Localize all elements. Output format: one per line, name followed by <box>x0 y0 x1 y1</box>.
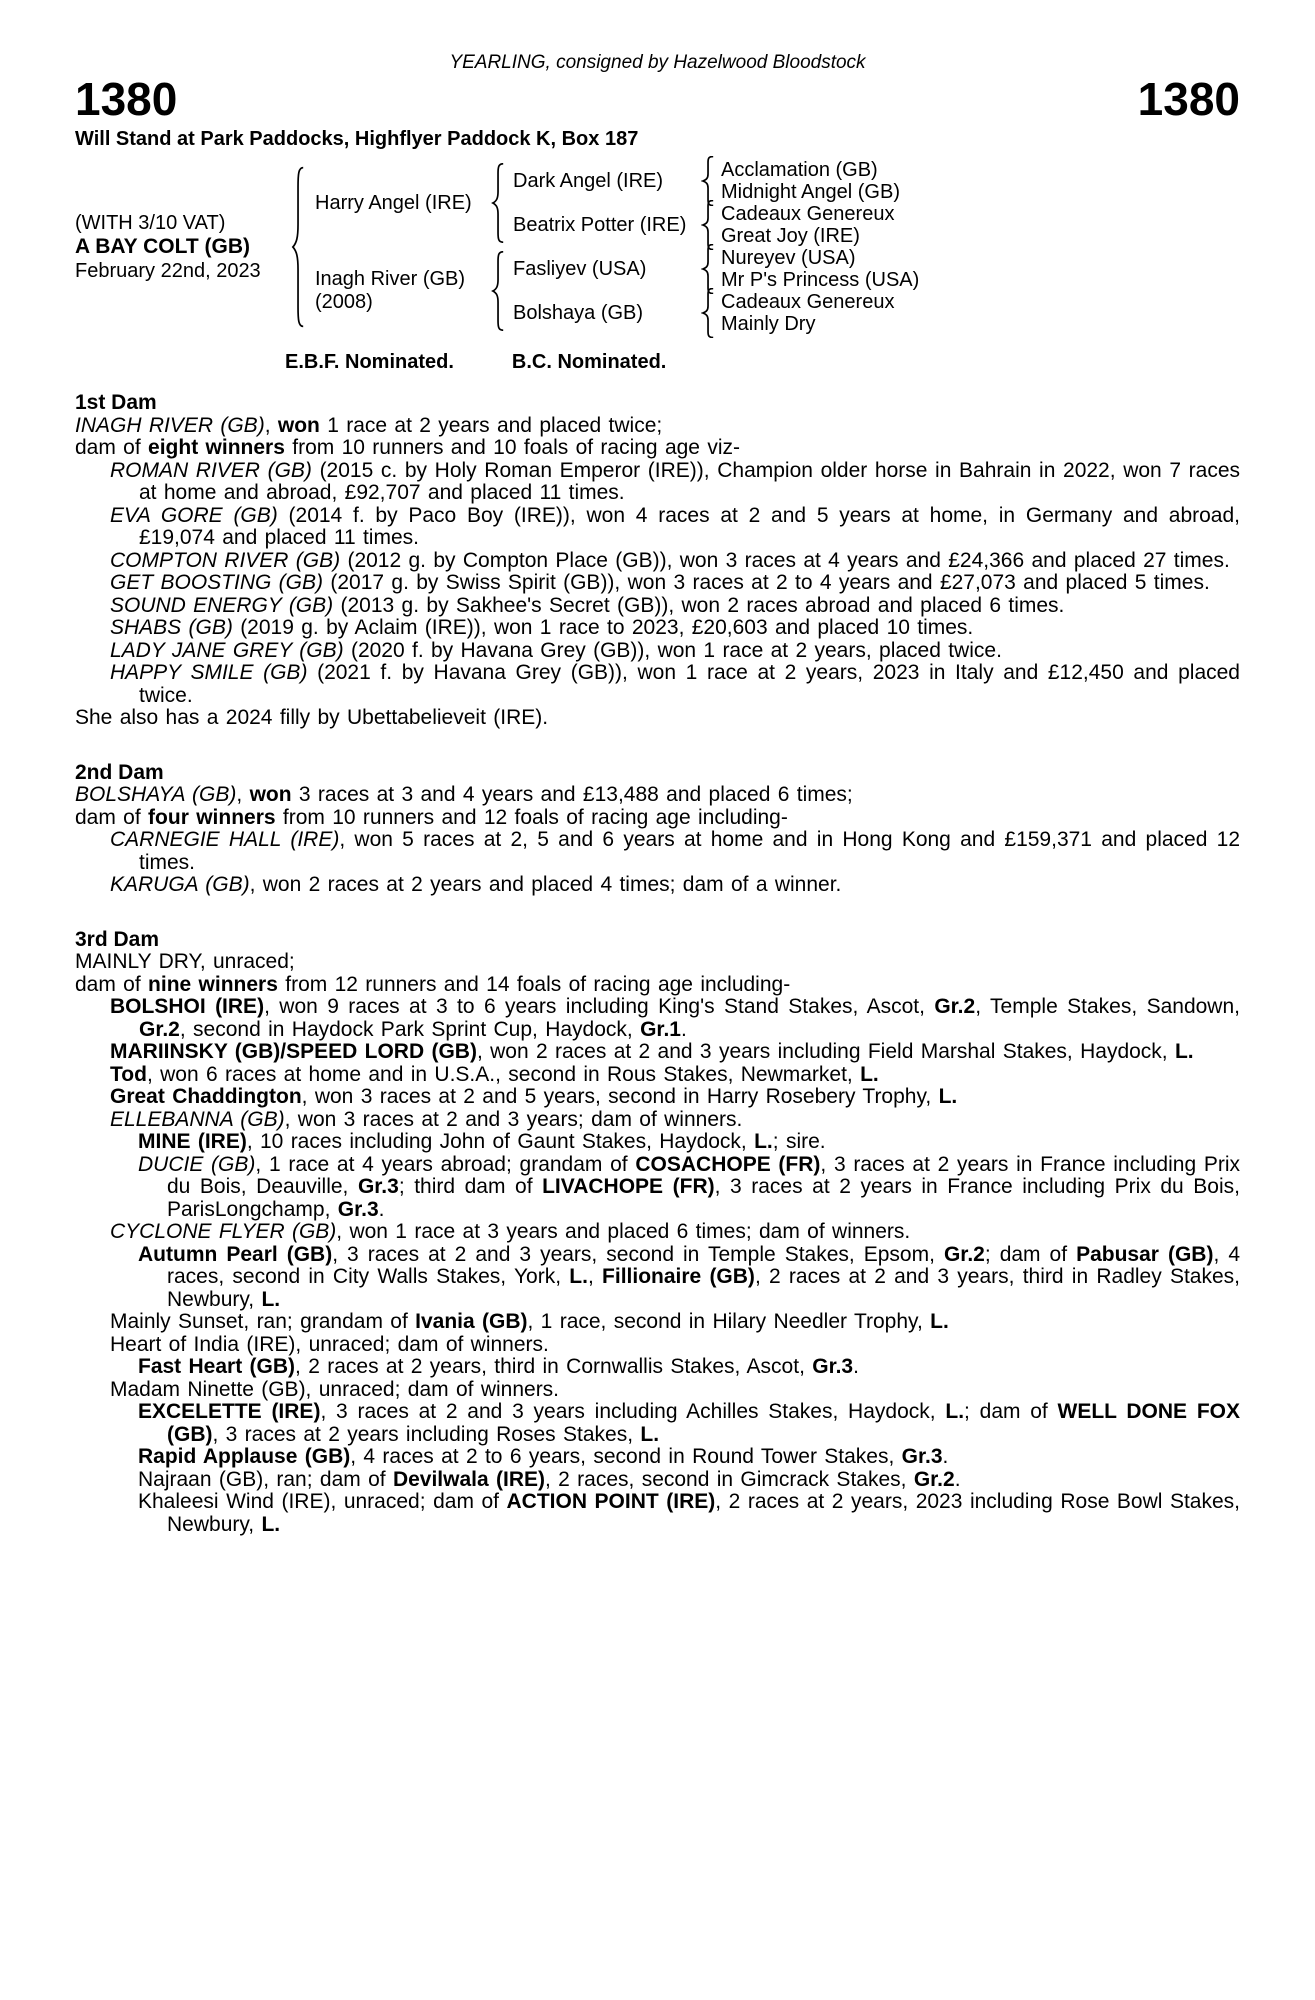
text-run: ; third dam of <box>398 1175 543 1198</box>
text-run: , won 5 races at 2, 5 and 6 years at home and in Hong Kong and £159,371 and placed 12 times. <box>139 828 1240 874</box>
text-run: , won 2 races at 2 years and placed 4 times; dam of a winner. <box>249 873 842 896</box>
catalogue-paragraph <box>75 617 1240 640</box>
text-run: Gr.2 <box>139 1017 180 1041</box>
text-run: , 3 races at 2 years including Roses Stakes, <box>212 1422 641 1446</box>
text-run: , 3 races at 2 and 3 years including Achilles Stakes, Haydock, <box>320 1400 946 1423</box>
text-run: Autumn Pearl (GB) <box>138 1242 333 1266</box>
catalogue-paragraph <box>75 1356 1240 1379</box>
dam-dam-name: Bolshaya (GB) <box>513 302 644 324</box>
text-run: from 10 runners and 10 foals of racing age viz- <box>284 436 740 459</box>
catalogue-paragraph <box>75 1401 1240 1446</box>
text-run: , 4 races at 2 to 6 years, second in Round Tower Stakes, <box>350 1445 902 1468</box>
text-run: KARUGA (GB) <box>110 873 250 896</box>
catalogue-paragraph <box>75 974 1240 997</box>
text-run: , won 9 races at 3 to 6 years including King's Stand Stakes, Ascot, <box>264 995 935 1018</box>
text-run: , 2 races at 2 years, third in Cornwallis Stakes, Ascot, <box>295 1355 813 1378</box>
text-run: Madam Ninette (GB), unraced; dam of winners. <box>110 1377 560 1401</box>
catalogue-paragraph <box>75 1154 1240 1222</box>
text-run: Najraan (GB), ran; dam of <box>138 1467 393 1491</box>
catalogue-paragraph <box>75 1041 1240 1064</box>
text-run: , <box>236 783 250 806</box>
dam-year: (2008) <box>315 291 373 313</box>
sire-sire-dam-name: Midnight Angel (GB) <box>721 181 900 203</box>
text-run: Gr.3 <box>901 1445 943 1468</box>
text-run: Great Chaddington <box>110 1085 302 1108</box>
text-run: eight winners <box>148 436 285 459</box>
text-run: SHABS (GB) <box>110 616 233 639</box>
text-run: Ivania (GB) <box>415 1310 528 1333</box>
text-run: EXCELETTE (IRE) <box>138 1400 321 1423</box>
text-run: ACTION POINT (IRE) <box>506 1490 716 1513</box>
dam-heading: 3rd Dam <box>75 927 160 951</box>
catalogue-paragraph <box>75 784 1240 807</box>
text-run: , won 2 races at 2 and 3 years including Field Marshal Stakes, Haydock, <box>476 1040 1175 1063</box>
text-run: ROMAN RIVER (GB) <box>110 458 312 482</box>
catalogue-paragraph <box>75 1244 1240 1312</box>
dam-name: Inagh River (GB) <box>315 268 466 290</box>
text-run: MAINLY DRY, unraced; <box>75 950 295 973</box>
text-run: , 4 races, second in City Walls Stakes, York, <box>167 1242 1240 1288</box>
ebf-nominated-label: E.B.F. Nominated. <box>285 351 454 373</box>
catalogue-paragraph <box>75 1311 1240 1334</box>
text-run: Fillionaire (GB) <box>602 1265 755 1288</box>
text-run: L. <box>938 1085 958 1108</box>
lot-number-right: 1380 <box>1137 73 1240 125</box>
text-run: (2021 f. by Havana Grey (GB)), won 1 race at 2 years, 2023 in Italy and £12,450 and placed twice. <box>139 661 1240 707</box>
dam-sire-name: Fasliyev (USA) <box>513 258 647 280</box>
bc-nominated-label: B.C. Nominated. <box>511 351 667 373</box>
text-run: , 1 race, second in Hilary Needler Trophy, <box>527 1310 931 1333</box>
text-run: L. <box>754 1130 773 1153</box>
catalogue-paragraph <box>75 1334 1240 1357</box>
text-run: HAPPY SMILE (GB) <box>110 661 308 684</box>
text-run: Gr.2 <box>913 1467 955 1491</box>
catalogue-paragraph <box>75 874 1240 897</box>
catalogue-paragraph <box>75 707 1240 730</box>
sire-sire-name: Dark Angel (IRE) <box>513 170 664 192</box>
catalogue-paragraph <box>75 640 1240 663</box>
sire-dam-name: Beatrix Potter (IRE) <box>513 214 687 236</box>
text-run: (2017 g. by Swiss Spirit (GB)), won 3 races at 2 to 4 years and £27,073 and placed 5 times. <box>323 571 1210 594</box>
text-run: from 12 runners and 14 foals of racing age including- <box>277 972 791 996</box>
text-run: Devilwala (IRE) <box>392 1467 545 1491</box>
dam-sections <box>75 392 1240 1536</box>
catalogue-paragraph <box>75 595 1240 618</box>
text-run: Mainly Sunset, ran; grandam of <box>110 1310 416 1333</box>
catalogue-paragraph <box>75 415 1240 438</box>
text-run: won <box>249 783 292 806</box>
sire-dam-dam-name: Great Joy (IRE) <box>721 225 860 247</box>
catalogue-paragraph <box>75 1379 1240 1402</box>
dam-block <box>315 247 483 335</box>
text-run: (2019 g. by Aclaim (IRE)), won 1 race to 2023, £20,603 and placed 10 times. <box>232 616 974 639</box>
text-run: Gr.2 <box>934 995 976 1018</box>
text-run: GET BOOSTING (GB) <box>110 571 324 594</box>
catalogue-paragraph <box>75 1064 1240 1087</box>
catalogue-paragraph <box>75 550 1240 573</box>
text-run: , Temple Stakes, Sandown, <box>975 995 1240 1018</box>
dam-sire-dam-name: Mr P's Princess (USA) <box>721 269 920 291</box>
text-run: , 3 races at 2 and 3 years, second in Temple Stakes, Epsom, <box>332 1242 944 1266</box>
text-run: , <box>264 413 278 437</box>
text-run: Rapid Applause (GB) <box>138 1445 351 1468</box>
catalogue-paragraph <box>75 572 1240 595</box>
text-run: EVA GORE (GB) <box>110 503 278 527</box>
text-run: WELL DONE FOX (GB) <box>167 1400 1240 1446</box>
text-run: MINE (IRE) <box>138 1130 247 1153</box>
text-run: won <box>277 413 320 437</box>
text-run: 3 races at 3 and 4 years and £13,488 and placed 6 times; <box>291 783 853 806</box>
text-run: ; sire. <box>772 1130 826 1153</box>
text-run: , 2 races at 2 and 3 years, third in Radley Stakes, Newbury, <box>167 1265 1240 1311</box>
pedigree-brace-icon <box>701 200 716 250</box>
pedigree-table <box>75 159 1240 335</box>
text-run: L. <box>860 1062 879 1086</box>
text-run: BOLSHOI (IRE) <box>110 995 265 1018</box>
lot-number-left: 1380 <box>75 73 178 125</box>
text-run: Gr.3 <box>337 1197 379 1221</box>
text-run: ELLEBANNA (GB) <box>110 1107 285 1131</box>
text-run: (2014 f. by Paco Boy (IRE)), won 4 races at 2 and 5 years at home, in Germany and abroad, £19,074 and placed 11 times. <box>139 503 1240 549</box>
text-run: Tod <box>110 1062 147 1086</box>
catalogue-paragraph <box>75 460 1240 505</box>
lot-number-row <box>75 73 1240 125</box>
text-run: INAGH RIVER (GB) <box>75 413 265 437</box>
catalogue-paragraph <box>75 1086 1240 1109</box>
pedigree-brace-icon <box>701 288 716 338</box>
subject-block <box>75 159 281 335</box>
text-run: BOLSHAYA (GB) <box>75 783 237 806</box>
text-run: (2020 f. by Havana Grey (GB)), won 1 race at 2 years, placed twice. <box>343 638 1002 662</box>
text-run: nine winners <box>148 972 278 996</box>
dam-dam-dam-name: Mainly Dry <box>721 313 816 335</box>
consignment-title: YEARLING, consigned by Hazelwood Bloodstock <box>449 52 866 73</box>
text-run: ; dam of <box>964 1400 1058 1423</box>
catalogue-paragraph <box>75 1109 1240 1132</box>
text-run: , 2 races at 2 years, 2023 including Rose Bowl Stakes, Newbury, <box>167 1490 1241 1536</box>
catalogue-paragraph <box>75 996 1240 1041</box>
text-run: DUCIE (GB) <box>138 1152 256 1176</box>
text-run: Gr.3 <box>357 1175 399 1198</box>
subject-name: A BAY COLT (GB) <box>75 235 251 258</box>
text-run: (2015 c. by Holy Roman Emperor (IRE)), Champion older horse in Bahrain in 2022, won 7 races at home and abroad, £92,707 and placed 11 times. <box>139 458 1241 504</box>
text-run: , 1 race at 4 years abroad; grandam of <box>255 1152 636 1176</box>
dam-dam-sire-name: Cadeaux Genereux <box>721 291 895 313</box>
sire-sire-sire-name: Acclamation (GB) <box>721 159 878 181</box>
text-run: . <box>942 1445 949 1468</box>
stand-location: Will Stand at Park Paddocks, Highflyer Paddock K, Box 187 <box>75 128 639 150</box>
catalogue-paragraph <box>75 1221 1240 1244</box>
catalogue-paragraph <box>75 662 1240 707</box>
text-run: Gr.3 <box>812 1355 854 1378</box>
text-run: Fast Heart (GB) <box>138 1355 296 1378</box>
catalogue-paragraph <box>75 1446 1240 1469</box>
text-run: Gr.1 <box>640 1017 681 1041</box>
text-run: , won 3 races at 2 and 5 years, second in Harry Rosebery Trophy, <box>301 1085 939 1108</box>
text-run: Heart of India (IRE), unraced; dam of winners. <box>110 1332 549 1356</box>
text-run: , 3 races at 2 years in France including Prix du Bois, ParisLongchamp, <box>167 1175 1240 1221</box>
text-run: , <box>587 1265 603 1288</box>
dam-heading: 2nd Dam <box>75 760 164 784</box>
catalogue-paragraph <box>75 1491 1240 1536</box>
text-run: L. <box>945 1400 965 1423</box>
text-run: , won 3 races at 2 and 3 years; dam of winners. <box>284 1107 743 1131</box>
text-run: COSACHOPE (FR) <box>635 1152 821 1176</box>
nominations-row <box>285 351 1240 374</box>
dam-sire-sire-name: Nureyev (USA) <box>721 247 856 269</box>
text-run: , 3 races at 2 years in France including Prix du Bois, Deauville, <box>167 1152 1241 1198</box>
pedigree-brace-icon <box>701 244 716 294</box>
dam-section <box>75 392 1240 730</box>
text-run: four winners <box>148 805 276 829</box>
pedigree-brace-icon <box>491 163 506 243</box>
text-run: Khaleesi Wind (IRE), unraced; dam of <box>138 1490 507 1513</box>
dam-section <box>75 762 1240 897</box>
text-run: ; dam of <box>984 1242 1077 1266</box>
text-run: (2012 g. by Compton Place (GB)), won 3 races at 4 years and £24,366 and placed 27 times. <box>340 548 1230 572</box>
catalogue-paragraph <box>75 437 1240 460</box>
text-run: CARNEGIE HALL (IRE) <box>110 828 340 851</box>
text-run: dam of <box>75 972 149 996</box>
catalogue-paragraph <box>75 951 1240 974</box>
text-run: . <box>378 1197 385 1221</box>
text-run: L. <box>261 1287 281 1311</box>
pedigree-brace-icon <box>291 166 306 328</box>
text-run: dam of <box>75 436 149 459</box>
catalogue-paragraph <box>75 807 1240 830</box>
vat-note: (WITH 3/10 VAT) <box>75 212 226 234</box>
text-run: L. <box>261 1512 281 1536</box>
text-run: Gr.2 <box>943 1242 985 1266</box>
text-run: CYCLONE FLYER (GB) <box>110 1220 337 1243</box>
dam-section <box>75 929 1240 1537</box>
text-run: dam of <box>75 805 149 829</box>
text-run: , 2 races, second in Gimcrack Stakes, <box>545 1467 914 1491</box>
text-run: L. <box>930 1310 949 1333</box>
catalogue-paragraph <box>75 1469 1240 1492</box>
pedigree-brace-icon <box>701 156 716 206</box>
text-run: LIVACHOPE (FR) <box>542 1175 715 1198</box>
catalogue-paragraph <box>75 829 1240 874</box>
text-run: L. <box>640 1422 660 1446</box>
text-run: , 10 races including John of Gaunt Stakes, Haydock, <box>246 1130 755 1153</box>
text-run: , won 1 race at 3 years and placed 6 times; dam of winners. <box>336 1220 911 1243</box>
text-run: COMPTON RIVER (GB) <box>110 548 341 572</box>
text-run: , won 6 races at home and in U.S.A., second in Rous Stakes, Newmarket, <box>146 1062 861 1086</box>
sire-name: Harry Angel (IRE) <box>315 192 472 214</box>
pedigree-brace-icon <box>491 251 506 331</box>
text-run: Pabusar (GB) <box>1076 1242 1214 1266</box>
sire-dam-sire-name: Cadeaux Genereux <box>721 203 895 225</box>
foaling-date: February 22nd, 2023 <box>75 260 261 282</box>
text-run: . <box>954 1467 961 1491</box>
dam-heading: 1st Dam <box>75 391 157 414</box>
text-run: (2013 g. by Sakhee's Secret (GB)), won 2 races abroad and placed 6 times. <box>333 593 1065 617</box>
catalogue-paragraph <box>75 505 1240 550</box>
text-run: LADY JANE GREY (GB) <box>110 638 344 662</box>
text-run: . <box>853 1355 859 1378</box>
text-run: . <box>680 1017 687 1041</box>
catalogue-paragraph <box>75 1131 1240 1154</box>
text-run: from 10 runners and 12 foals of racing age including- <box>275 805 788 829</box>
text-run: L. <box>1174 1040 1194 1063</box>
text-run: L. <box>569 1265 588 1288</box>
text-run: MARIINSKY (GB)/SPEED LORD (GB) <box>110 1040 477 1063</box>
text-run: 1 race at 2 years and placed twice; <box>319 413 663 437</box>
text-run: , second in Haydock Park Sprint Cup, Haydock, <box>179 1017 641 1041</box>
text-run: SOUND ENERGY (GB) <box>110 593 334 617</box>
text-run: She also has a 2024 filly by Ubettabelieveit (IRE). <box>75 706 549 729</box>
